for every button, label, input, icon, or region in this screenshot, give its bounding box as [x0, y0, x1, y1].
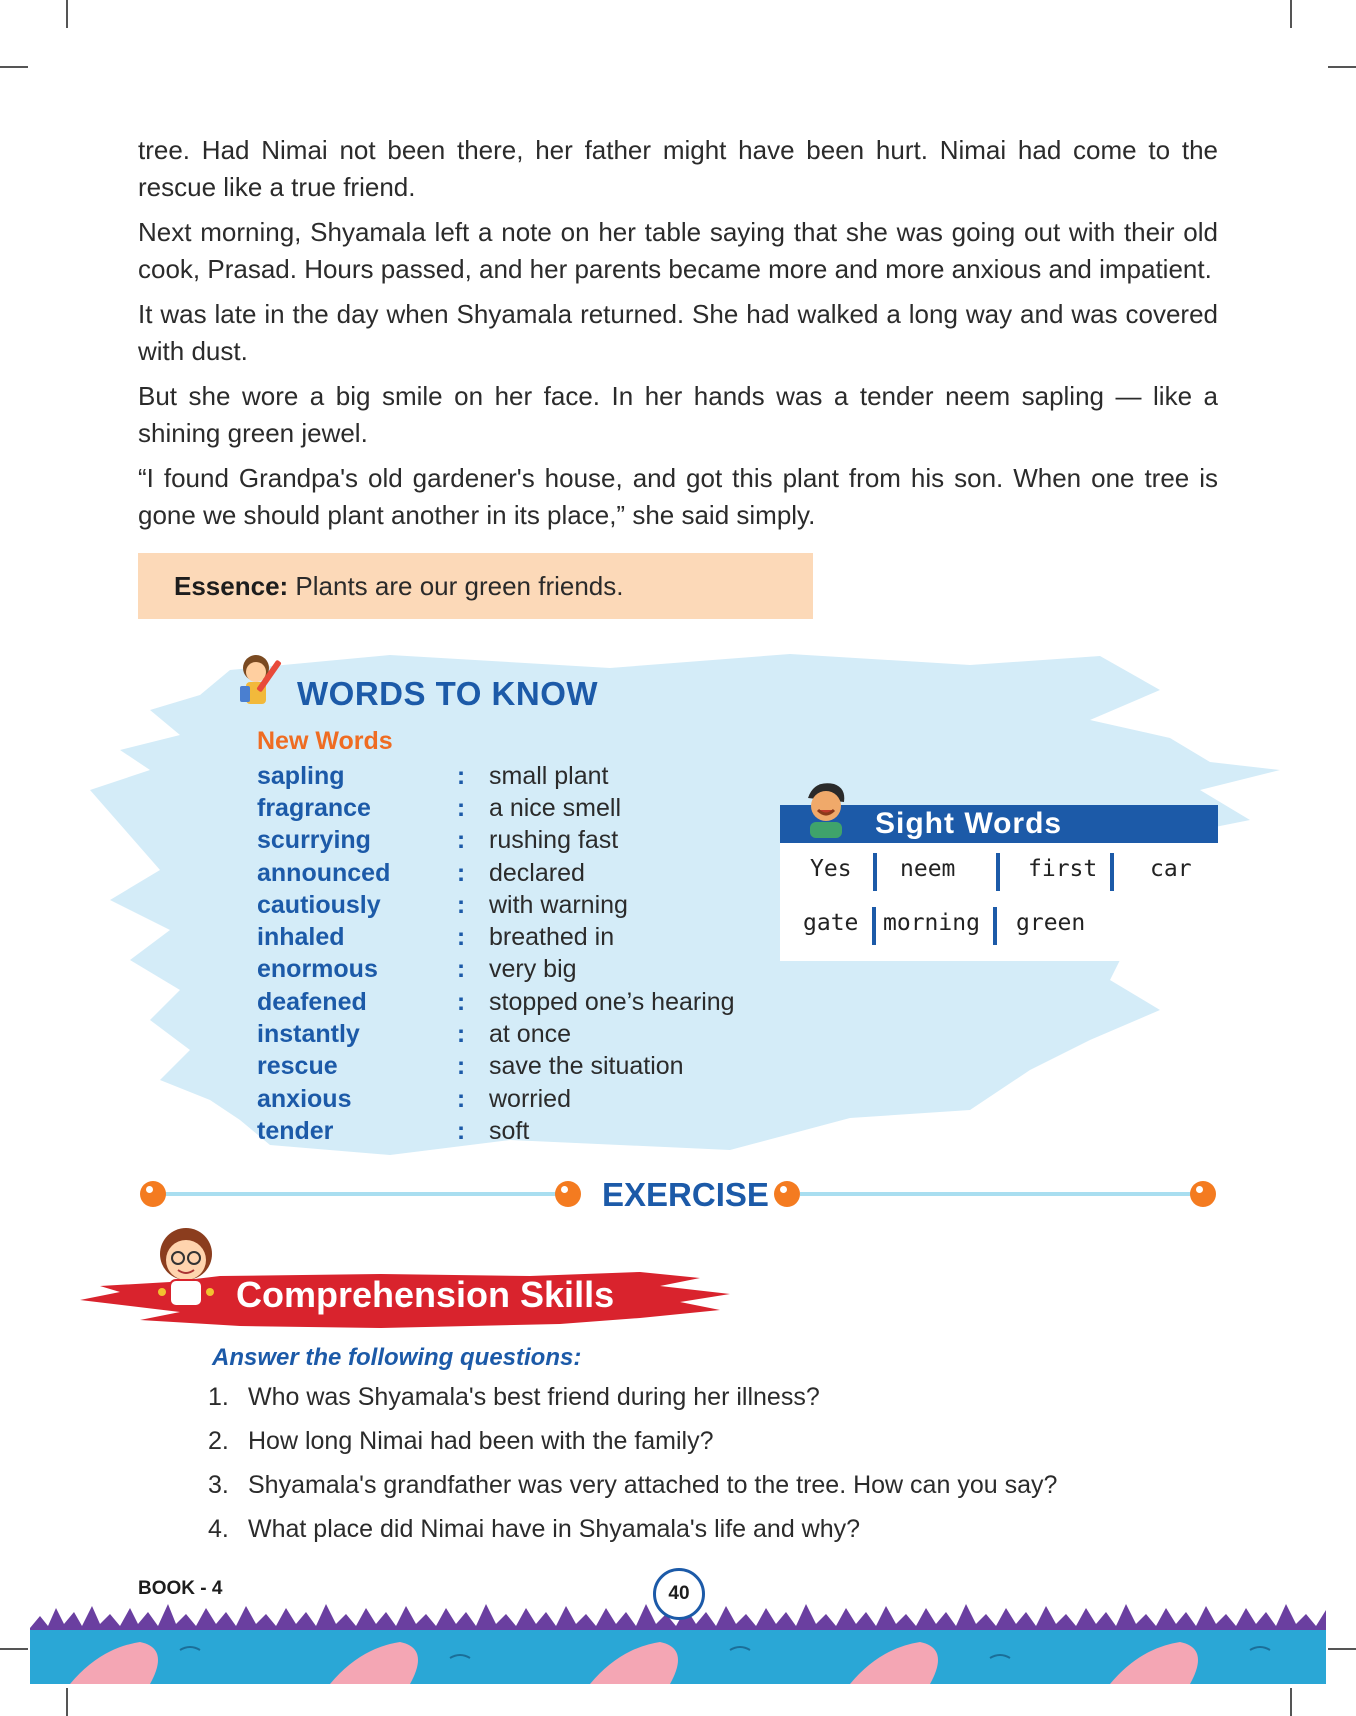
- story-paragraph: But she wore a big smile on her face. In her hands was a tender neem sapling — like a shining green jewel.: [138, 381, 1218, 448]
- vocab-word: sapling: [257, 761, 345, 790]
- page-number-badge: 40: [653, 1568, 705, 1620]
- crop-mark: [0, 66, 28, 68]
- crop-mark: [1290, 0, 1292, 28]
- vocab-word: tender: [257, 1116, 334, 1145]
- crop-mark: [1328, 66, 1356, 68]
- word-row: [257, 857, 735, 889]
- word-row: [257, 1018, 735, 1050]
- question-number: 2.: [208, 1427, 229, 1455]
- word-row: [257, 921, 735, 953]
- word-separator: [1110, 853, 1114, 891]
- exercise-divider-right: [800, 1192, 1196, 1196]
- sight-word: gate: [803, 910, 859, 936]
- vocab-word: deafened: [257, 987, 367, 1016]
- colon: :: [456, 923, 466, 952]
- story-paragraph: “I found Grandpa's old gardener's house, and got this plant from his son. When one tree is gone we should plant another in its place,” she said simply.: [138, 463, 1218, 530]
- story-paragraph: Next morning, Shyamala left a note on her table saying that she was going out with their old cook, Prasad. Hours passed, and her parents became more and more anxious and impatient.: [138, 217, 1218, 284]
- new-words-heading: New Words: [257, 727, 393, 755]
- word-separator: [996, 853, 1000, 891]
- orange-dot-icon: [774, 1181, 800, 1207]
- book-label: BOOK - 4: [138, 1578, 223, 1599]
- question-item: [208, 1427, 1057, 1471]
- sight-word: morning: [883, 910, 980, 936]
- question-text: Who was Shyamala's best friend during her illness?: [248, 1383, 820, 1411]
- question-item: [208, 1515, 1057, 1559]
- exercise-divider-left: [160, 1192, 560, 1196]
- question-item: [208, 1383, 1057, 1427]
- vocab-meaning: breathed in: [489, 923, 615, 952]
- vocab-meaning: very big: [489, 955, 577, 984]
- question-item: [208, 1471, 1057, 1515]
- question-number: 3.: [208, 1471, 229, 1499]
- vocab-word: fragrance: [257, 793, 371, 822]
- vocab-meaning: soft: [489, 1116, 530, 1145]
- vocab-meaning: rushing fast: [489, 826, 619, 855]
- vocab-word: enormous: [257, 955, 378, 984]
- sight-word: neem: [900, 856, 956, 882]
- crop-mark: [1328, 1648, 1356, 1650]
- colon: :: [456, 1084, 466, 1113]
- sight-word: Yes: [810, 856, 852, 882]
- word-row: [257, 1115, 735, 1147]
- vocab-meaning: a nice smell: [489, 793, 621, 822]
- vocab-word: scurrying: [257, 826, 371, 855]
- vocab-meaning: small plant: [489, 761, 609, 790]
- colon: :: [456, 1020, 466, 1049]
- orange-dot-icon: [555, 1181, 581, 1207]
- question-text: Shyamala's grandfather was very attached to the tree. How can you say?: [248, 1471, 1058, 1499]
- orange-dot-icon: [1190, 1181, 1216, 1207]
- crop-mark: [1290, 1688, 1292, 1716]
- word-row: [257, 825, 735, 857]
- vocab-meaning: declared: [489, 858, 585, 887]
- smiling-boy-icon: [800, 780, 852, 840]
- word-row: [257, 792, 735, 824]
- sight-words-title: Sight Words: [875, 807, 1063, 840]
- word-row: [257, 1051, 735, 1083]
- vocab-word: instantly: [257, 1020, 360, 1049]
- question-number: 4.: [208, 1515, 229, 1543]
- vocab-meaning: worried: [489, 1084, 571, 1113]
- colon: :: [456, 858, 466, 887]
- colon: :: [456, 793, 466, 822]
- crop-mark: [66, 1688, 68, 1716]
- vocab-meaning: stopped one’s hearing: [489, 987, 735, 1016]
- word-separator: [872, 907, 876, 945]
- vocab-word: cautiously: [257, 890, 381, 919]
- orange-dot-icon: [140, 1181, 166, 1207]
- question-number: 1.: [208, 1383, 229, 1411]
- word-row: [257, 760, 735, 792]
- colon: :: [456, 987, 466, 1016]
- colon: :: [456, 1052, 466, 1081]
- word-row: [257, 889, 735, 921]
- essence-text: Plants are our green friends.: [295, 571, 624, 601]
- essence-label: Essence:: [174, 571, 289, 601]
- colon: :: [456, 761, 466, 790]
- crop-mark: [0, 1648, 28, 1650]
- question-text: How long Nimai had been with the family?: [248, 1427, 714, 1455]
- new-words-list: [257, 760, 735, 1148]
- comprehension-skills-title: Comprehension Skills: [236, 1274, 615, 1315]
- vocab-word: inhaled: [257, 923, 345, 952]
- word-row: [257, 1083, 735, 1115]
- essence-box: [138, 553, 813, 619]
- vocab-meaning: with warning: [489, 890, 628, 919]
- vocab-word: announced: [257, 858, 391, 887]
- word-separator: [993, 907, 997, 945]
- question-instruction: Answer the following questions:: [212, 1344, 582, 1371]
- reading-kid-icon: [236, 652, 294, 712]
- sight-word: first: [1028, 856, 1098, 882]
- question-text: What place did Nimai have in Shyamala's life and why?: [248, 1515, 861, 1543]
- word-row: [257, 986, 735, 1018]
- word-separator: [873, 853, 877, 891]
- colon: :: [456, 1116, 466, 1145]
- words-to-know-title: WORDS TO KNOW: [297, 675, 599, 712]
- vocab-word: anxious: [257, 1084, 352, 1113]
- vocab-meaning: at once: [489, 1020, 572, 1049]
- story-text: [138, 132, 1218, 542]
- colon: :: [456, 955, 466, 984]
- sight-word: green: [1016, 910, 1086, 936]
- colon: :: [456, 826, 466, 855]
- exercise-title: EXERCISE: [602, 1176, 769, 1213]
- sight-word: car: [1150, 856, 1192, 882]
- story-paragraph: tree. Had Nimai not been there, her father might have been hurt. Nimai had come to the rescue like a true friend.: [138, 135, 1218, 202]
- colon: :: [456, 890, 466, 919]
- word-row: [257, 954, 735, 986]
- vocab-word: rescue: [257, 1052, 338, 1081]
- crop-mark: [66, 0, 68, 28]
- question-list: [208, 1383, 1057, 1559]
- vocab-meaning: save the situation: [489, 1052, 684, 1081]
- story-paragraph: It was late in the day when Shyamala returned. She had walked a long way and was covered with dust.: [138, 299, 1218, 366]
- girl-with-glasses-icon: [150, 1224, 222, 1308]
